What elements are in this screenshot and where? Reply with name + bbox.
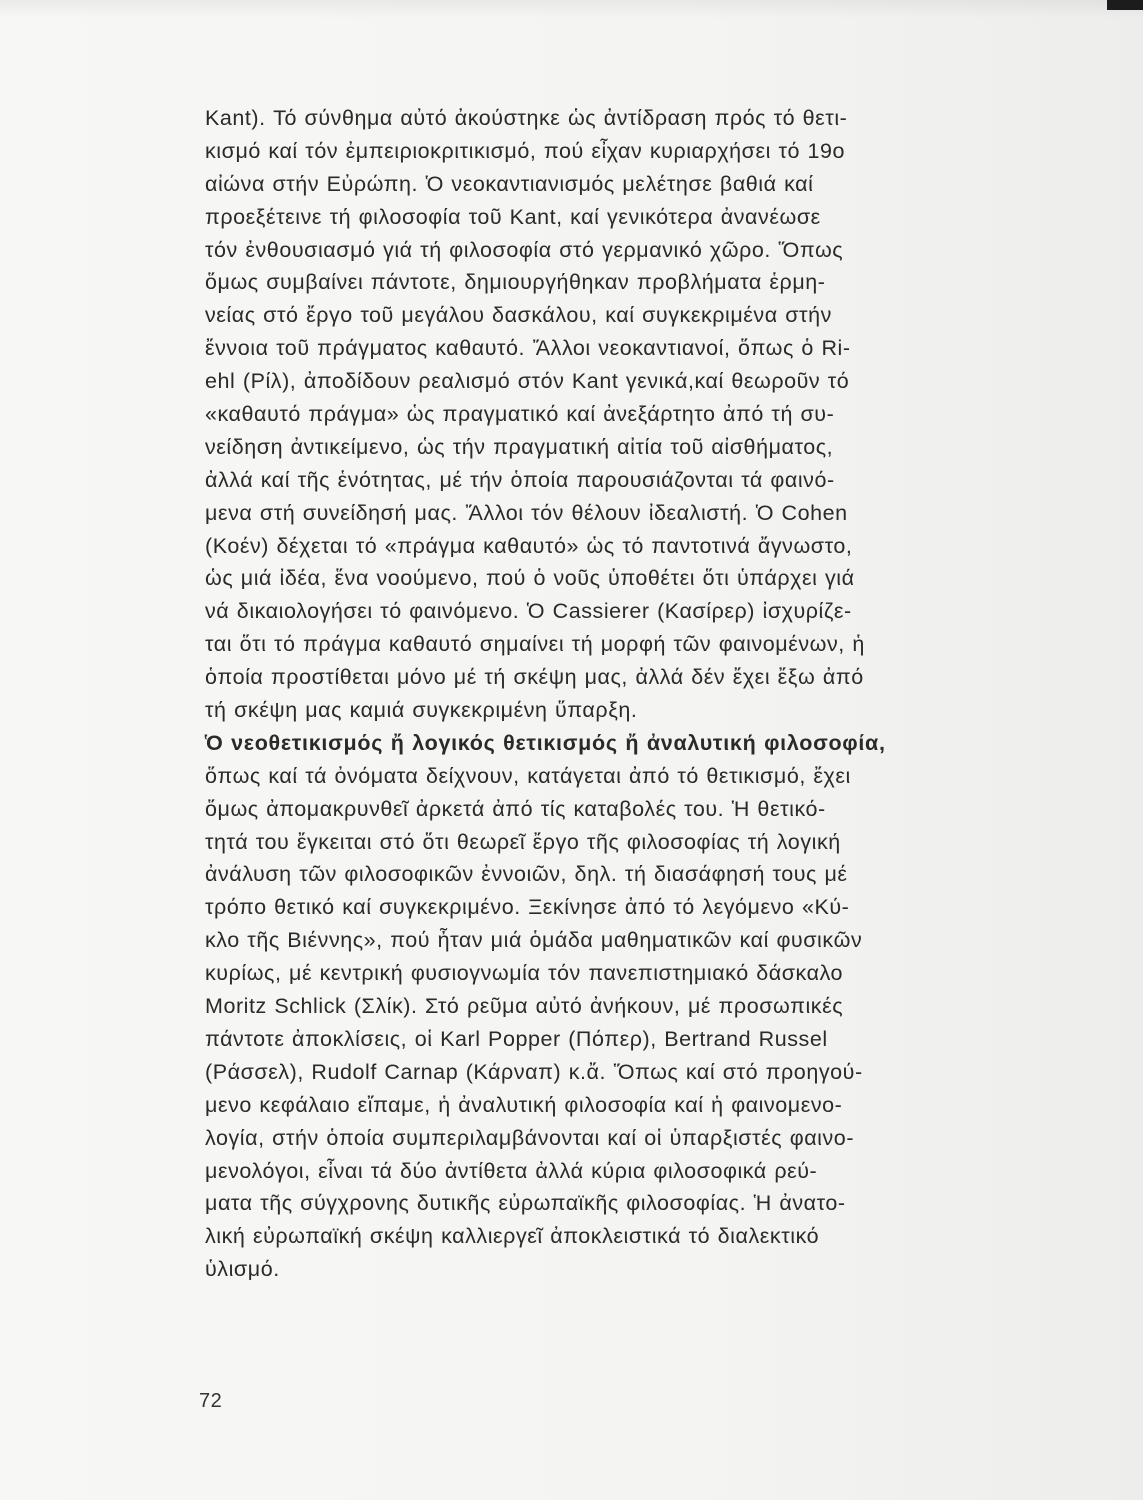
text-line: τητά του ἔγκειται στό ὅτι θεωρεῖ ἔργο τῆς φιλοσοφίας τή λογική [205,829,841,854]
text-line: ὅμως ἀπομακρυνθεῖ ἀρκετά ἀπό τίς καταβολές του. Ἡ θετικό- [205,796,826,821]
text-line: Moritz Schlick (Σλίκ). Στό ρεῦμα αὐτό ἀνήκουν, μέ προσωπικές [205,994,844,1019]
page-number: 72 [199,1390,223,1412]
text-line: ὅμως συμβαίνει πάντοτε, δημιουργήθηκαν προβλήματα ἑρμη- [205,270,826,295]
text-line: μενο κεφάλαιο εἴπαμε, ἡ ἀναλυτική φιλοσοφία καί ἡ φαινομενο- [205,1092,843,1117]
text-line: ται ὅτι τό πράγμα καθαυτό σημαίνει τή μορφή τῶν φαινομένων, ἡ [205,632,865,657]
text-line: ὡς μιά ἰδέα, ἕνα νοούμενο, πού ὁ νοῦς ὑποθέτει ὅτι ὑπάρχει γιά [205,566,855,591]
text-line: ἀλλά καί τῆς ἑνότητας, μέ τήν ὁποία παρουσιάζονται τά φαινό- [205,467,835,492]
section-heading: Ὁ νεοθετικισμός ἤ λογικός θετικισμός ἤ ἀναλυτική φιλοσοφία, [205,730,886,755]
page-top-shadow [0,0,1143,18]
text-line: τρόπο θετικό καί συγκεκριμένο. Ξεκίνησε ἀπό τό λεγόμενο «Κύ- [205,895,850,920]
text-line: μενα στή συνείδησή μας. Ἄλλοι τόν θέλουν ἰδεαλιστή. Ὁ Cohen [205,500,848,525]
text-line: «καθαυτό πράγμα» ὡς πραγματικό καί ἀνεξάρτητο ἀπό τή συ- [205,402,835,427]
text-line: ὁποία προστίθεται μόνο μέ τή σκέψη μας, ἀλλά δέν ἔχει ἔξω ἀπό [205,665,864,690]
text-line: (Ράσσελ), Rudolf Carnap (Κάρναπ) κ.ἄ. Ὅπως καί στό προηγού- [205,1059,863,1084]
text-line: ehl (Ρίλ), ἀποδίδουν ρεαλισμό στόν Kant γενικά,καί θεωροῦν τό [205,369,850,394]
body-text [205,102,1043,1286]
text-line: προεξέτεινε τή φιλοσοφία τοῦ Kant, καί γενικότερα ἀνανέωσε [205,204,821,229]
text-line: τόν ἐνθουσιασμό γιά τή φιλοσοφία στό γερμανικό χῶρο. Ὅπως [205,237,844,262]
text-line: κισμό καί τόν ἐμπειριοκριτικισμό, πού εἶχαν κυριαρχήσει τό 19ο [205,138,846,163]
text-line: λογία, στήν ὁποία συμπεριλαμβάνονται καί οἱ ὑπαρξιστές φαινο- [205,1125,855,1150]
text-line: ματα τῆς σύγχρονης δυτικῆς εὐρωπαϊκῆς φιλοσοφίας. Ἡ ἀνατο- [205,1191,846,1216]
scan-corner-edge [1107,0,1143,10]
text-line: ἔννοια τοῦ πράγματος καθαυτό. Ἄλλοι νεοκαντιανοί, ὅπως ὁ Ri- [205,336,851,361]
text-line: πάντοτε ἀποκλίσεις, οἱ Karl Popper (Πόπερ), Bertrand Russel [205,1026,828,1051]
text-line: αἰώνα στήν Εὐρώπη. Ὁ νεοκαντιανισμός μελέτησε βαθιά καί [205,171,814,196]
text-line: νά δικαιολογήσει τό φαινόμενο. Ὁ Cassierer (Κασίρερ) ἰσχυρίζε- [205,599,852,624]
text-line: (Κοέν) δέχεται τό «πράγμα καθαυτό» ὡς τό παντοτινά ἄγνωστο, [205,533,853,558]
text-line: Kant). Τό σύνθημα αὐτό ἀκούστηκε ὡς ἀντίδραση πρός τό θετι- [205,106,848,130]
text-line: μενολόγοι, εἶναι τά δύο ἀντίθετα ἀλλά κύρια φιλοσοφικά ρεύ- [205,1158,818,1183]
text-line: λική εὐρωπαϊκή σκέψη καλλιεργεῖ ἀποκλειστικά τό διαλεκτικό [205,1224,820,1249]
text-line: ὑλισμό. [205,1257,280,1282]
text-line: ἀνάλυση τῶν φιλοσοφικῶν ἐννοιῶν, δηλ. τή διασάφησή τους μέ [205,862,848,887]
text-line: ὅπως καί τά ὀνόματα δείχνουν, κατάγεται ἀπό τό θετικισμό, ἔχει [205,763,851,788]
text-line: νείδηση ἀντικείμενο, ὡς τήν πραγματική αἰτία τοῦ αἰσθήματος, [205,434,834,459]
text-line: τή σκέψη μας καμιά συγκεκριμένη ὕπαρξη. [205,698,638,723]
text-line: κλο τῆς Βιέννης», πού ἦταν μιά ὁμάδα μαθηματικῶν καί φυσικῶν [205,928,863,953]
text-line: κυρίως, μέ κεντρική φυσιογνωμία τόν πανεπιστημιακό δάσκαλο [205,961,844,986]
text-line: νείας στό ἔργο τοῦ μεγάλου δασκάλου, καί συγκεκριμένα στήν [205,303,832,328]
